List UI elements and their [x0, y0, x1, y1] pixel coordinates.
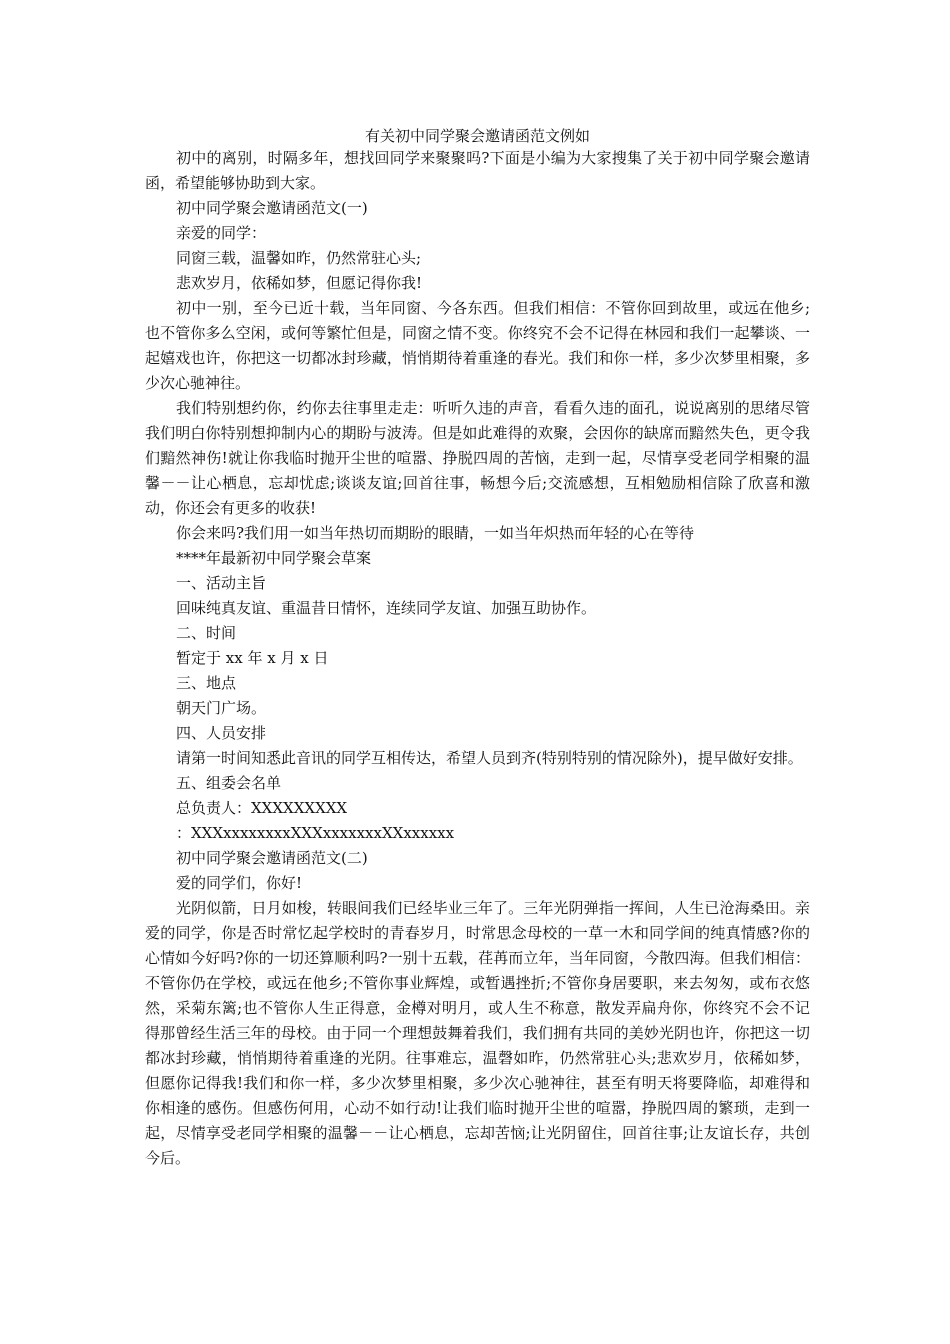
body-paragraph: 初中一别，至今已近十载，当年同窗、今各东西。但我们相信：不管你回到故里，或远在他乡;也不管你多么空闲，或何等繁忙但是，同窗之情不变。你终究不会不记得在林园和我们一起攀谈、一起嬉戏也许，你把这一切都冰封珍藏，悄悄期待着重逢的春光。我们和你一样，多少次梦里相聚，多少次心驰神往。 — [145, 299, 810, 392]
document-page — [145, 126, 810, 1171]
plan-section-text: 朝天门广场。 — [176, 699, 267, 717]
committee-members: ：XXXxxxxxxxxXXXxxxxxxxXXxxxxxx — [176, 824, 455, 842]
plan-section-heading: 五、组委会名单 — [176, 774, 282, 792]
body-paragraph: 光阴似箭，日月如梭，转眼间我们已经毕业三年了。三年光阴弹指一挥间，人生已沧海桑田。亲爱的同学，你是否时常忆起学校时的青春岁月，时常思念母校的一草一木和同学间的纯真情感?你的心情如今好吗?你的一切还算顺利吗?一别十五载，荏苒而立年，当年同窗，今散四海。但我们相信：不管你仍在学校，或远在他乡;不管你事业辉煌，或暂遇挫折;不管你身居要职，来去匆匆，或布衣悠然，采菊东篱;也不管你人生正得意，金樽对明月，或人生不称意，散发弄扁舟你，你终究不会不记得那曾经生活三年的母校。由于同一个理想鼓舞着我们，我们拥有共同的美妙光阴也许，你把这一切都冰封珍藏，悄悄期待着重逢的光阴。往事难忘，温磬如昨，仍然常驻心头;悲欢岁月，依稀如梦，但愿你记得我!我们和你一样，多少次梦里相聚，多少次心驰神往，甚至有明天将要降临，却难得和你相逢的感伤。但感伤何用，心动不如行动!让我们临时抛开尘世的喧嚣，挣脱四周的繁琐，走到一起，尽情享受老同学相聚的温馨－－让心栖息，忘却苦恼;让光阴留住，回首往事;让友谊长存，共创今后。 — [145, 899, 810, 1167]
plan-section-heading: 三、地点 — [176, 674, 237, 692]
verse-line: 同窗三载，温馨如昨，仍然常驻心头; — [176, 249, 422, 267]
plan-section-text: 请第一时间知悉此音讯的同学互相传达，希望人员到齐(特别特别的情况除外)，提早做好安排。 — [176, 749, 803, 767]
salutation: 爱的同学们，你好! — [176, 874, 303, 892]
body-paragraph: 你会来吗?我们用一如当年热切而期盼的眼睛，一如当年炽热而年轻的心在等待 — [176, 524, 695, 542]
plan-heading: ****年最新初中同学聚会草案 — [176, 549, 372, 567]
section-heading-sample-two: 初中同学聚会邀请函范文(二) — [176, 849, 368, 867]
committee-lead: 总负责人：XXXXXXXXX — [176, 799, 348, 817]
intro-paragraph: 初中的离别，时隔多年，想找回同学来聚聚吗?下面是小编为大家搜集了关于初中同学聚会邀请函，希望能够协助到大家。 — [145, 149, 810, 192]
plan-section-heading: 一、活动主旨 — [176, 574, 267, 592]
plan-section-heading: 二、时间 — [176, 624, 237, 642]
body-paragraph: 我们特别想约你，约你去往事里走走：听听久违的声音，看看久违的面孔，说说离别的思绪尽管我们明白你特别想抑制内心的期盼与波涛。但是如此难得的欢聚，会因你的缺席而黯然失色，更令我们黯然神伤!就让你我临时抛开尘世的喧嚣、挣脱四周的苦恼，走到一起，尽情享受老同学相聚的温馨－－让心栖息，忘却忧虑;谈谈友谊;回首往事，畅想今后;交流感想，互相勉励相信除了欣喜和激动，你还会有更多的收获! — [145, 399, 810, 517]
section-heading-sample-one: 初中同学聚会邀请函范文(一) — [176, 199, 368, 217]
plan-section-heading: 四、人员安排 — [176, 724, 267, 742]
plan-section-text: 回味纯真友谊、重温昔日情怀，连续同学友谊、加强互助协作。 — [176, 599, 597, 617]
document-title: 有关初中同学聚会邀请函范文例如 — [364, 127, 590, 145]
salutation: 亲爱的同学： — [176, 224, 267, 242]
verse-line: 悲欢岁月，依稀如梦，但愿记得你我! — [176, 274, 423, 292]
plan-section-text: 暂定于 xx 年 x 月 x 日 — [176, 649, 329, 667]
